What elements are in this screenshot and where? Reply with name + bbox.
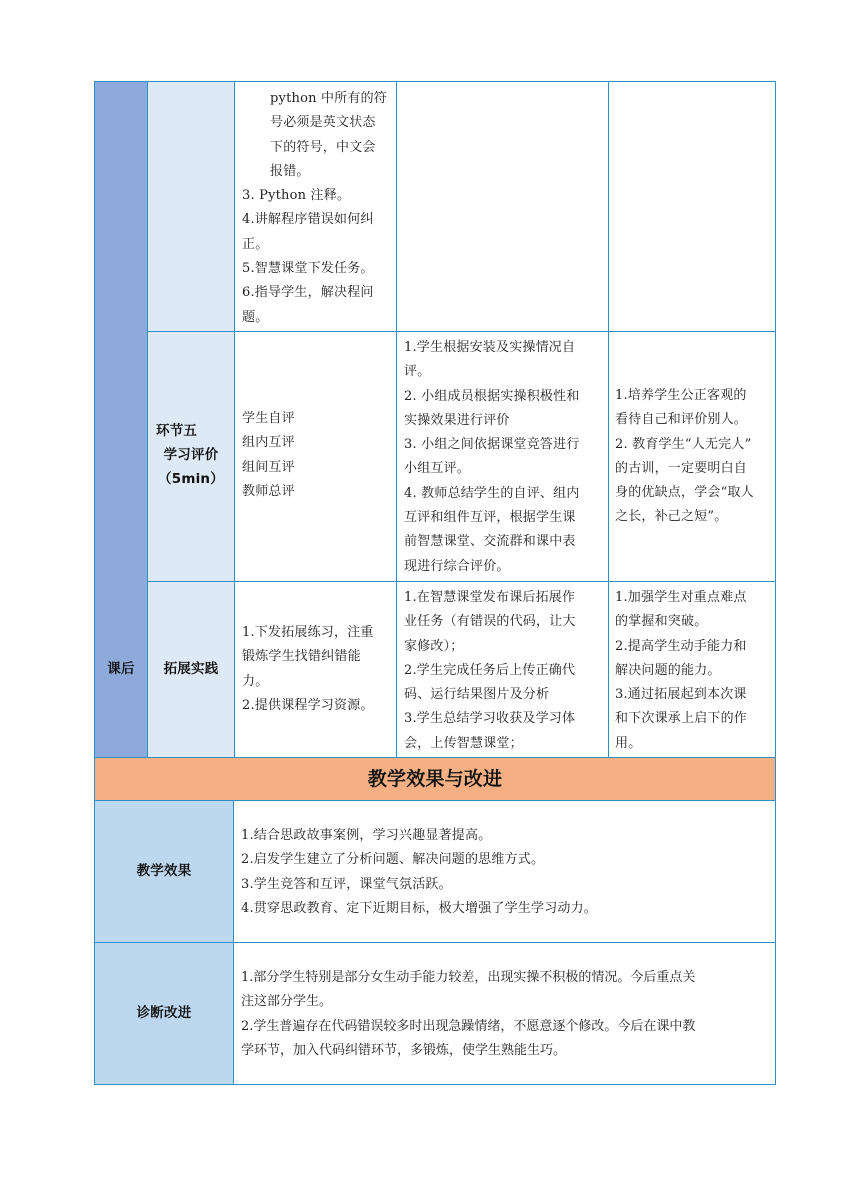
text-line: 的掌握和突破。 (615, 614, 708, 630)
text-line: 3.学生竞答和互评，课堂气氛活跃。 (241, 876, 452, 892)
teacher-activity-text (242, 621, 395, 718)
text-line: 2.提高学生动手能力和 (615, 638, 747, 654)
section-title (94, 765, 776, 793)
text-line: 家修改）； (404, 638, 464, 654)
phase-label: 课后 (107, 661, 135, 677)
text-line: 解决问题的能力。 (615, 662, 721, 678)
text-line: 教师总评 (242, 483, 295, 499)
text-line: 2.提供课程学习资源。 (242, 697, 374, 713)
text-line: 前智慧课堂、交流群和课中表 (404, 534, 576, 550)
stage-label-evaluation (148, 419, 234, 491)
stage-duration: （5min） (158, 471, 224, 487)
text-line: 实操效果进行评价 (404, 412, 510, 428)
text-line: 3. 小组之间依据课堂竞答进行 (404, 437, 580, 453)
text-line: 1.部分学生特别是部分女生动手能力较差，出现实操不积极的情况。今后重点关 (241, 970, 696, 985)
substage-cell-continued (147, 81, 235, 332)
text-line: 1.培养学生公正客观的 (615, 388, 747, 403)
text-line: 注这部分学生。 (241, 994, 333, 1010)
effect-label (95, 859, 233, 883)
text-line: 业任务（有错误的代码，让大 (404, 614, 576, 630)
text-line: 1.加强学生对重点难点 (615, 590, 747, 605)
design-intent-text (615, 586, 775, 756)
improve-text (241, 966, 775, 1063)
stage-title: 拓展实践 (163, 661, 219, 677)
text-line: 3.通过拓展起到本次课 (615, 687, 747, 703)
section-title-text: 教学效果与改进 (367, 768, 503, 790)
text-line: 和下次课承上启下的作 (615, 711, 748, 727)
text-line: 用。 (615, 735, 642, 751)
text-line: 5.智慧课堂下发任务。 (242, 261, 374, 277)
stage-step: 环节五 (156, 423, 198, 439)
text-line: python 中所有的符 (270, 91, 387, 106)
stage-label-practice (148, 657, 234, 681)
text-line: 正。 (242, 236, 269, 252)
text-line: 学环节，加入代码纠错环节，多锻炼，使学生熟能生巧。 (241, 1042, 567, 1058)
student-activity-cell (396, 81, 609, 332)
text-line: 报错。 (270, 163, 310, 179)
text-line: 号必须是英文状态 (270, 115, 376, 131)
text-line: 组间互评 (242, 459, 295, 475)
text-line: 看待自己和评价别人。 (615, 412, 748, 428)
text-line: 4.讲解程序错误如何纠 (242, 212, 374, 228)
text-line: 现进行综合评价。 (404, 558, 510, 574)
text-line: 1.学生根据安装及实操情况自 (404, 340, 576, 355)
improve-label-text: 诊断改进 (136, 1005, 192, 1021)
text-line: 力。 (242, 673, 269, 689)
text-line: 6.指导学生，解决程问 (242, 285, 374, 301)
text-line: 学生自评 (242, 411, 295, 426)
improve-label (95, 1001, 233, 1025)
text-line: 2.启发学生建立了分析问题、解决问题的思维方式。 (241, 852, 545, 868)
design-intent-text (615, 384, 775, 530)
teacher-activity-text (242, 407, 395, 504)
text-line: 的古训，一定要明白自 (615, 460, 748, 476)
text-line: 会，上传智慧课堂； (404, 735, 523, 751)
text-line: 组内互评 (242, 435, 295, 451)
text-line: 1.结合思政故事案例，学习兴趣显著提高。 (241, 828, 492, 843)
text-line: 3.学生总结学习收获及学习体 (404, 711, 576, 727)
text-line: 2.学生普遍存在代码错误较多时出现急躁情绪，不愿意逐个修改。今后在课中教 (241, 1018, 696, 1034)
teacher-activity-text (242, 87, 395, 330)
text-line: 互评和组件互评，根据学生课 (404, 510, 576, 526)
text-line: 评。 (404, 364, 431, 380)
text-line: 锻炼学生找错纠错能 (242, 649, 361, 665)
design-intent-cell (608, 81, 776, 332)
text-line: 下的符号，中文会 (270, 139, 376, 155)
text-line: 4. 教师总结学生的自评、组内 (404, 485, 580, 501)
effect-text (241, 824, 774, 921)
text-line: 题。 (242, 309, 269, 325)
text-line: 码、运行结果图片及分析 (404, 687, 550, 703)
stage-title: 学习评价 (163, 447, 219, 463)
text-line: 2. 教育学生“人无完人” (615, 436, 752, 452)
student-activity-text (404, 586, 607, 756)
text-line: 1.在智慧课堂发布课后拓展作 (404, 590, 576, 605)
text-line: 4.贯穿思政教育、定下近期目标，极大增强了学生学习动力。 (241, 900, 598, 916)
text-line: 之长，补己之短”。 (615, 509, 728, 525)
effect-label-text: 教学效果 (136, 863, 192, 879)
text-line: 身的优缺点，学会“取人 (615, 485, 754, 501)
text-line: 3. Python 注释。 (242, 188, 351, 204)
text-line: 2.学生完成任务后上传正确代 (404, 662, 576, 678)
text-line: 2. 小组成员根据实操积极性和 (404, 388, 580, 404)
text-line: 1.下发拓展练习，注重 (242, 625, 374, 640)
text-line: 小组互评。 (404, 461, 471, 477)
student-activity-text (404, 336, 607, 579)
phase-label-after-class (95, 657, 147, 681)
